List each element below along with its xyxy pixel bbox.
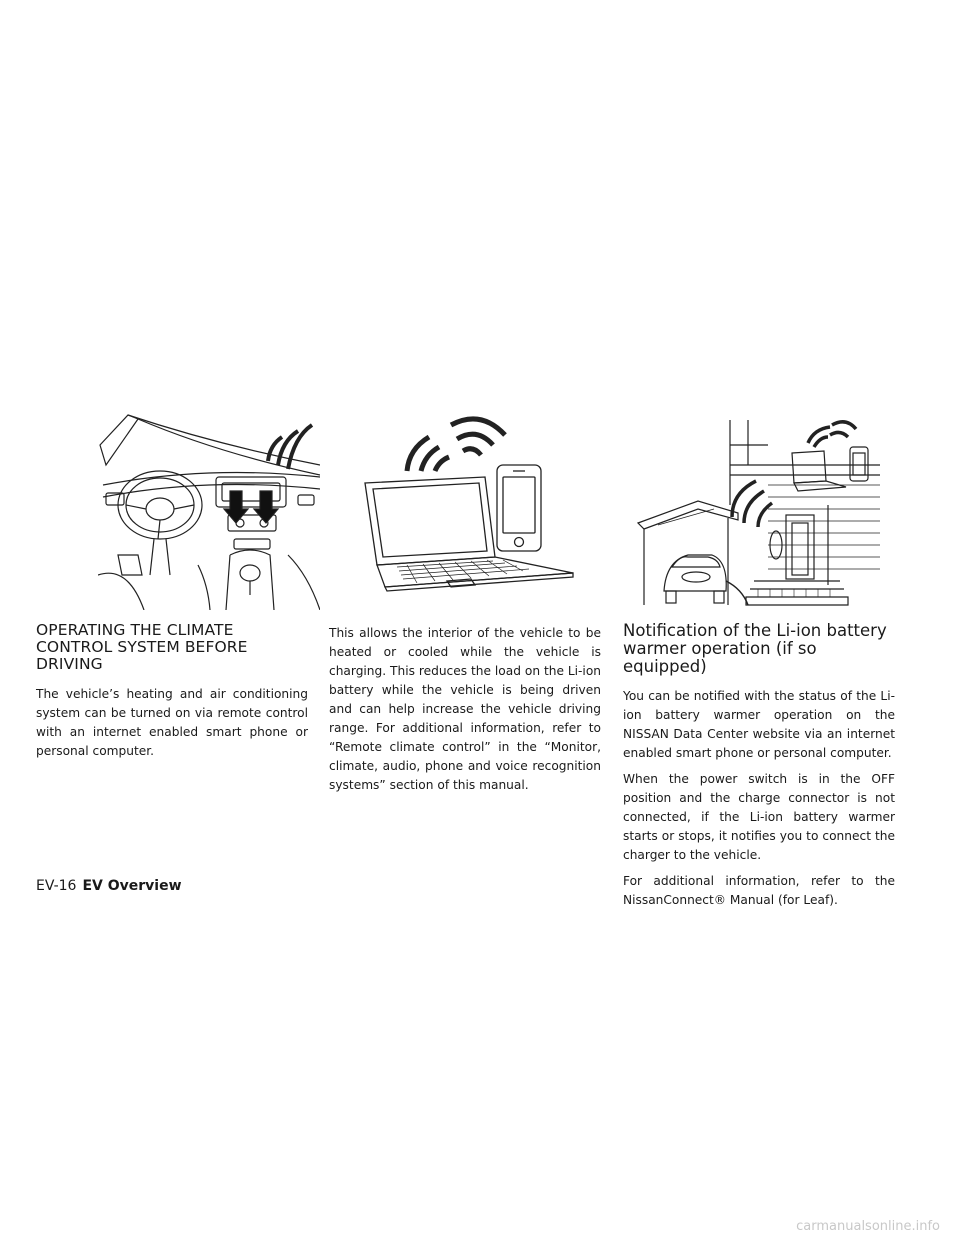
dashboard-illustration <box>98 405 320 610</box>
car-dashboard-icon <box>98 405 320 610</box>
footer-section-title: EV Overview <box>82 878 182 894</box>
section-paragraph: The vehicle’s heating and air conditioning system can be turned on via remote control with an internet enabled smart phone or personal computer. <box>36 687 308 758</box>
watermark: carmanualsonline.info <box>796 1219 940 1234</box>
page-number: EV-16 <box>36 878 77 894</box>
section-paragraph: This allows the interior of the vehicle to be heated or cooled while the vehicle is charging. This reduces the load on the Li-ion battery while the vehicle is being driven and can help increase the vehicle driving range. For additional information, refer to “Remote climate control” in the “Monitor, climate, audio, phone and voice recognition systems” section of this manual. <box>329 626 601 792</box>
house-garage-car-icon <box>618 405 880 610</box>
section-climate-continued <box>329 624 601 802</box>
section-battery-warmer-notification <box>623 622 895 917</box>
section-climate-before-driving <box>36 622 308 768</box>
page-footer <box>36 877 182 895</box>
section-paragraph: You can be notified with the status of the Li-ion battery warmer operation on the NISSAN Data Center website via an internet enabled smart phone or personal computer. <box>623 689 895 760</box>
section-paragraph: For additional information, refer to the NissanConnect® Manual (for Leaf). <box>623 874 895 907</box>
section-paragraph: When the power switch is in the OFF position and the charge connector is not connected, if the Li-ion battery warmer starts or stops, it notifies you to connect the charger to the vehicle. <box>623 772 895 862</box>
section-heading: Notification of the Li-ion battery warmer operation (if so equipped) <box>623 621 887 676</box>
garage-illustration <box>618 405 880 610</box>
laptop-phone-icon <box>345 405 585 610</box>
devices-illustration <box>345 405 585 610</box>
section-heading: OPERATING THE CLIMATE CONTROL SYSTEM BEFORE DRIVING <box>36 621 248 673</box>
